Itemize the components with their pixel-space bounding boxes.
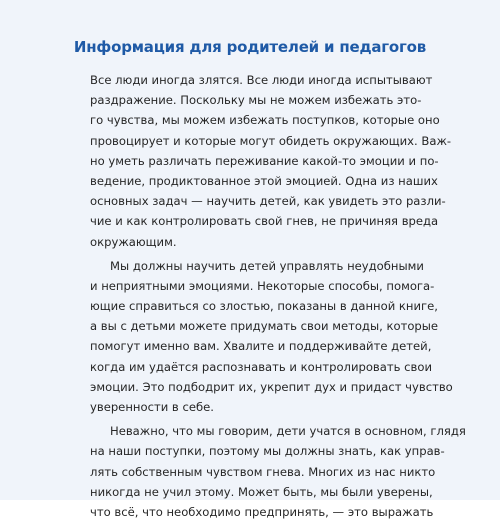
text-line: никогда не учил этому. Может быть, мы были уверены,: [90, 484, 433, 499]
paragraph-1: [90, 70, 452, 252]
text-line: окружающим.: [90, 234, 177, 249]
text-line: и неприятными эмоциями. Некоторые способы, помога-: [90, 278, 435, 293]
text-line: эмоции. Это подбодрит их, укрепит дух и придаст чувство: [90, 379, 453, 394]
text-line: на наши поступки, поэтому мы должны знать, как управ-: [90, 444, 445, 459]
text-line: чие и как контролировать свой гнев, не причиняя вреда: [90, 214, 439, 229]
paragraph-2: [90, 256, 453, 418]
text-line: помогут именно вам. Хвалите и поддерживайте детей,: [90, 339, 432, 354]
text-line: го чувства, мы можем избежать поступков, которые оно: [90, 113, 440, 128]
text-line: Мы должны научить детей управлять неудобными: [110, 258, 424, 273]
text-line: уверенности в себе.: [90, 400, 214, 414]
text-line: основных задач — научить детей, как увидеть это разли-: [90, 194, 446, 209]
text-line: но уметь различать переживание какой-то эмоции и по-: [90, 153, 439, 168]
text-line: когда им удаётся распознавать и контролировать свои: [90, 359, 432, 374]
text-line: раздражение. Поскольку мы не можем избежать это-: [90, 93, 422, 108]
text-line: Все люди иногда злятся. Все люди иногда испытывают: [90, 73, 433, 87]
page-title: Информация для родителей и педагогов: [73, 38, 427, 56]
text-line: ющие справиться со злостью, показаны в данной книге,: [90, 299, 438, 314]
text-line: лять собственным чувством гнева. Многих из нас никто: [90, 464, 436, 479]
text-line: что всё, что необходимо предпринять, — это выражать: [90, 504, 434, 519]
paragraph-3: [90, 421, 466, 522]
body-text: [90, 70, 466, 522]
text-line: а вы с детьми можете придумать свои методы, которые: [90, 319, 439, 334]
text-line: Неважно, что мы говорим, дети учатся в основном, глядя: [110, 424, 466, 439]
text-line: ведение, продиктованное этой эмоцией. Одна из наших: [90, 173, 438, 188]
text-line: провоцирует и которые могут обидеть окружающих. Важ-: [90, 133, 452, 148]
